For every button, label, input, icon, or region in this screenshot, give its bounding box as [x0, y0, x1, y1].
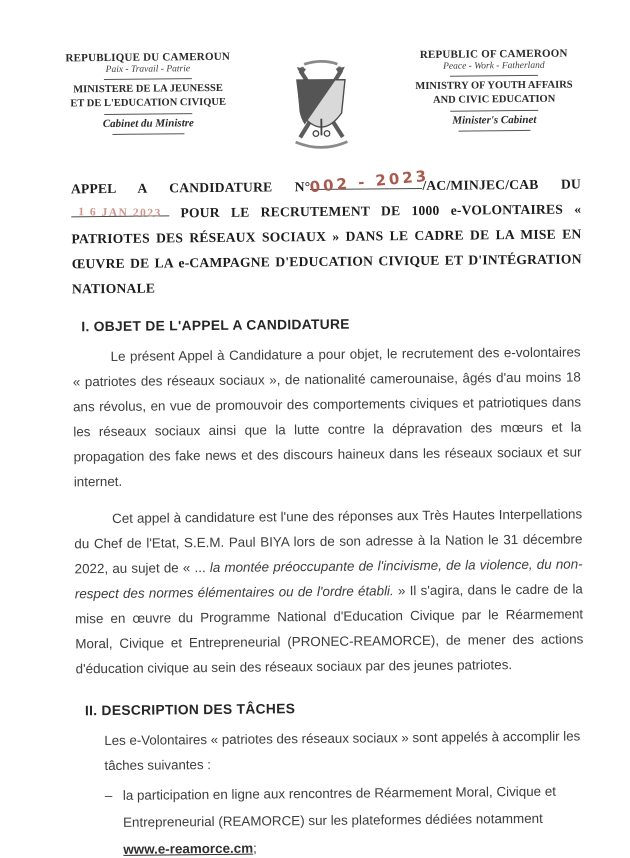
- paragraph-tail: » Il s'agira, dans le cadre de la mise en œuvre du Programme National d'Education Civique par le Réarmement Moral, Civique et Entrepreneurial (PRONEC-REAMORCE), de mener des actions d'éducation civique au sein des réseaux sociaux par des jeunes patriotes.: [75, 581, 584, 677]
- title-middle: /AC/MINJEC/CAB DU: [422, 176, 582, 193]
- letterhead-right: [384, 47, 605, 135]
- section-heading-objet: I. OBJET DE L'APPEL A CANDIDATURE: [81, 316, 350, 335]
- ministry-name-en-line2: AND CIVIC EDUCATION: [432, 93, 556, 106]
- task-text-punct: ;: [252, 840, 257, 856]
- task-text: [123, 777, 586, 858]
- title-prefix: APPEL A CANDIDATURE N°: [70, 179, 311, 197]
- divider-rule: [112, 133, 184, 135]
- reamorce-url: www.e-reamorce.cm: [123, 840, 254, 857]
- document-title: [70, 166, 582, 301]
- letterhead: [38, 47, 605, 156]
- cameroon-coat-of-arms-icon: [278, 50, 365, 155]
- divider-rule: [450, 110, 538, 112]
- paragraph-lead: Cet appel à candidature est l'une des réponses aux Très Hautes Interpellations du Chef de l'Etat, S.E.M. Paul BIYA lors de son adresse à la Nation le 31 décembre 2022, au sujet de « ...: [74, 506, 583, 577]
- presidential-quote: la montée préoccupante de l'incivisme, de la violence, du non-respect des normes élémentaires ou de l'ordre établi.: [74, 556, 583, 602]
- office-name-fr: Cabinet du Ministre: [102, 117, 194, 131]
- task-text-lead: la participation en ligne aux rencontres de Réarmement Moral, Civique et Entrepreneurial (REAMORCE) sur les plateformes dédiées notamment: [122, 783, 557, 830]
- national-motto-fr: Paix - Travail - Patrie: [105, 64, 191, 76]
- country-name-en: REPUBLIC OF CAMEROON: [419, 47, 568, 61]
- title-rest: POUR LE RECRUTEMENT DE 1000 e-VOLONTAIRES « PATRIOTES DES RÉSEAUX SOCIAUX » DANS LE CADRE DE LA MISE EN ŒUVRE DE LA e-CAMPAGNE D'EDUCATION CIVIQUE ET D'INTÉGRATION NATIONALE: [71, 201, 582, 297]
- national-motto-en: Peace - Work - Fatherland: [443, 60, 545, 72]
- date-stamp: 1 6 JAN 2023: [78, 206, 163, 220]
- task-list: [105, 777, 586, 858]
- office-name-en: Minister's Cabinet: [452, 113, 537, 127]
- letterhead-left: [38, 51, 259, 139]
- tasks-intro: Les e-Volontaires « patriotes des réseaux sociaux » sont appelés à accomplir les tâches suivantes :: [104, 728, 581, 774]
- ministry-name-en-line1: MINISTRY OF YOUTH AFFAIRS: [415, 79, 573, 93]
- list-item: [105, 777, 586, 858]
- divider-rule: [450, 75, 538, 77]
- paragraph-objet-2: [74, 501, 584, 681]
- document-body: [72, 314, 585, 858]
- ministry-name-fr-line2: ET DE L'EDUCATION CIVIQUE: [70, 96, 227, 109]
- country-name-fr: REPUBLIQUE DU CAMEROUN: [65, 50, 231, 65]
- bullet-dash: –: [104, 787, 113, 804]
- reference-number-blank: [309, 166, 431, 197]
- reference-number-handwritten: 002 - 2023: [309, 166, 431, 197]
- section-heading-taches: II. DESCRIPTION DES TÂCHES: [84, 701, 296, 719]
- date-blank: [71, 200, 169, 220]
- divider-rule: [458, 130, 530, 132]
- divider-rule: [104, 78, 192, 80]
- ministry-name-fr-line1: MINISTERE DE LA JEUNESSE: [73, 82, 223, 96]
- divider-rule: [104, 113, 192, 115]
- paragraph-objet-1: Le présent Appel à Candidature a pour objet, le recrutement des e-volontaires « patriotes des réseaux sociaux », de nationalité camerounaise, âgés d'au moins 18 ans révolus, en vue de promouvoir des comportements civiques et patriotiques dans les réseaux sociaux ainsi que la lutte contre la dépravation des mœurs et la propagation des fake news et des discours haineux dans les réseaux sociaux et sur internet.: [72, 344, 582, 490]
